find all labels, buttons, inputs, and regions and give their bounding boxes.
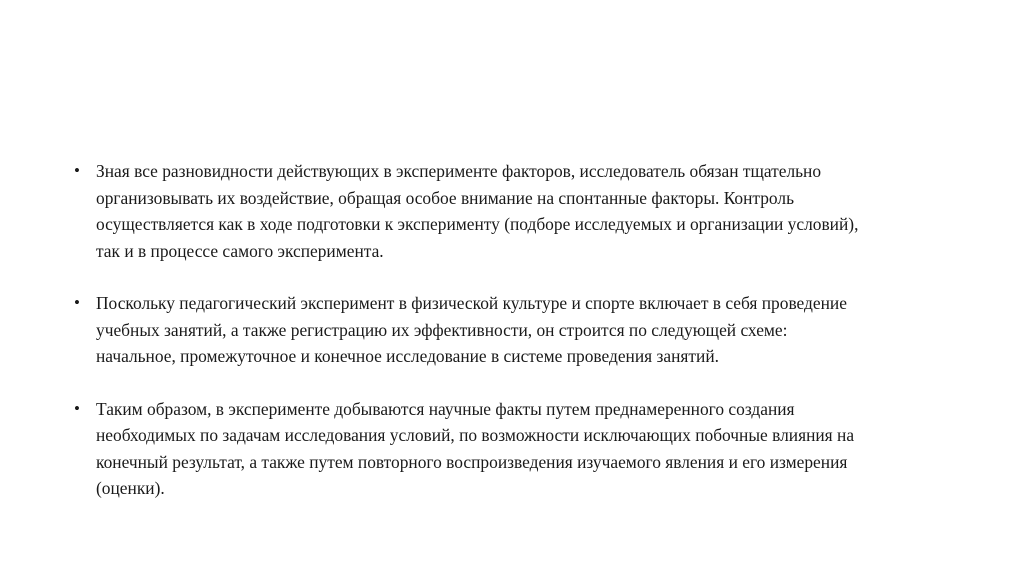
bullet-list (72, 158, 952, 502)
bullet-item-2 (72, 290, 952, 370)
bullet-line: Зная все разновидности действующих в эксперименте факторов, исследователь обязан тщательно (96, 161, 822, 181)
bullet-line: Поскольку педагогический эксперимент в физической культуре и спорте включает в себя проведение (96, 293, 847, 313)
bullet-line: конечный результат, а также путем повторного воспроизведения изучаемого явления и его измерения (96, 451, 848, 472)
bullet-line: так и в процессе самого эксперимента. (96, 240, 384, 261)
bullet-dot-icon: • (74, 161, 80, 180)
bullet-item-1 (72, 158, 952, 264)
bullet-line: начальное, промежуточное и конечное исследование в системе проведения занятий. (96, 346, 719, 366)
bullet-line: организовывать их воздействие, обращая особое внимание на спонтанные факторы. Контроль (96, 187, 795, 208)
bullet-line: учебных занятий, а также регистрацию их эффективности, он строится по следующей схеме: (96, 319, 788, 340)
bullet-line: осуществляется как в ходе подготовки к эксперименту (подборе исследуемых и организации условий), (96, 214, 859, 234)
bullet-item-3 (72, 396, 952, 502)
bullet-dot-icon: • (74, 293, 80, 312)
bullet-line: Таким образом, в эксперименте добываются научные факты путем преднамеренного создания (96, 398, 795, 419)
bullet-line: необходимых по задачам исследования условий, по возможности исключающих побочные влияния на (96, 425, 855, 445)
bullet-dot-icon: • (74, 398, 80, 418)
bullet-line: (оценки). (96, 478, 165, 498)
